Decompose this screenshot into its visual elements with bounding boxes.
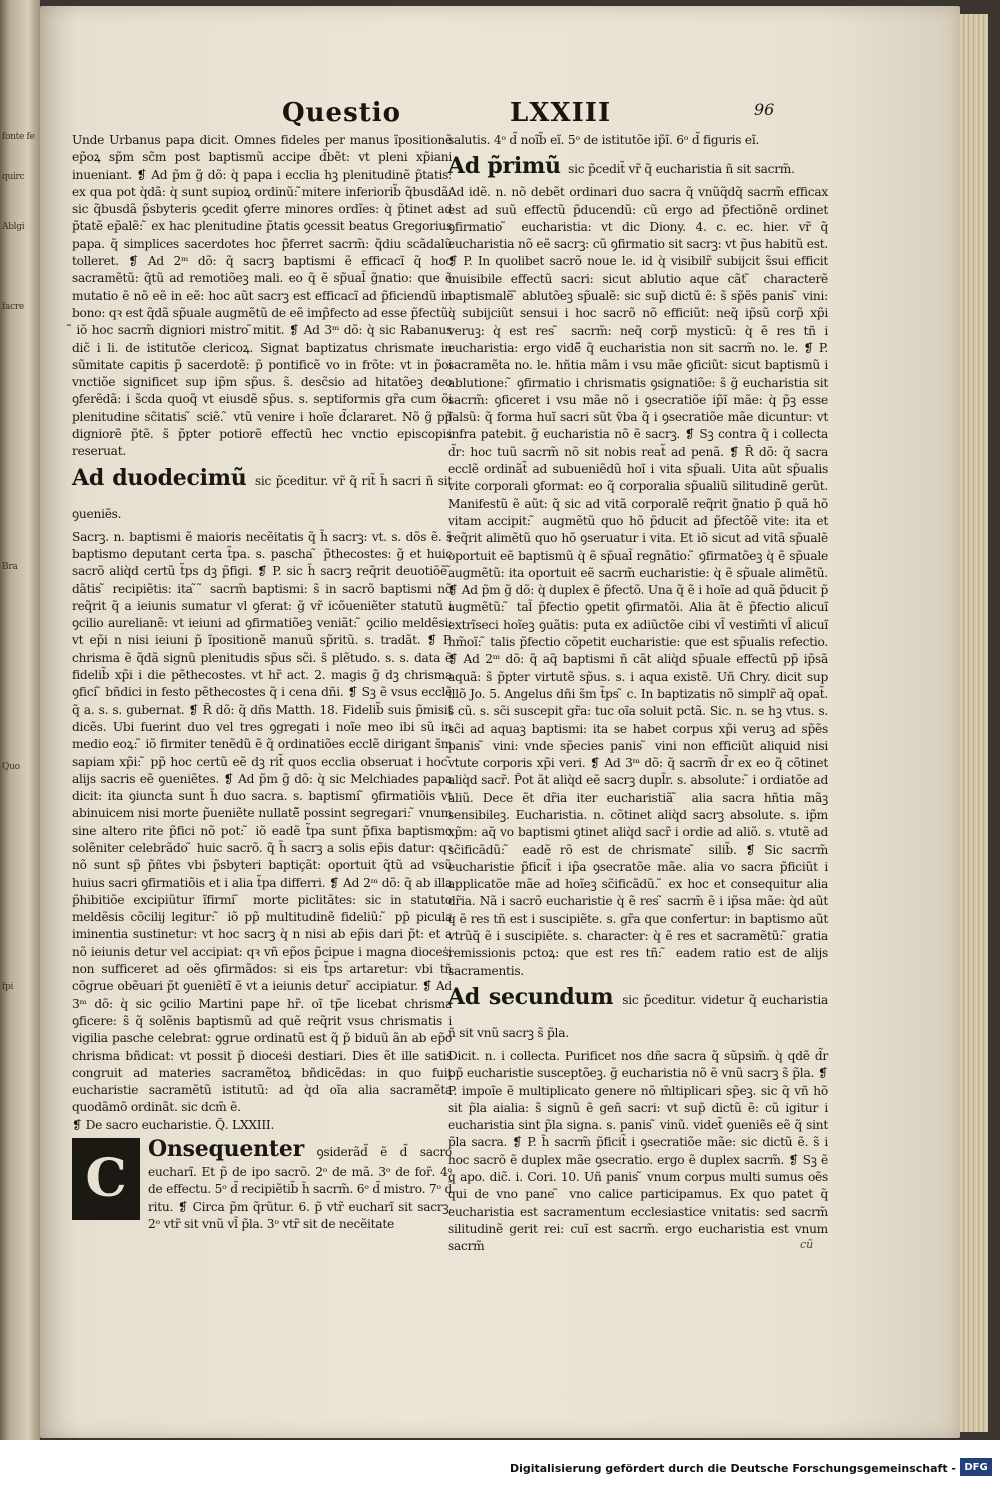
fragment-line: facre — [2, 302, 24, 312]
article-heading — [448, 151, 828, 184]
fragment-line: quirc — [2, 172, 25, 182]
dfg-logo: DFG — [960, 1458, 992, 1476]
catchword: cũ — [800, 1238, 814, 1251]
left-column — [72, 132, 452, 1233]
paragraph: Sacrꝫ. n. baptismi ẽ maioris necẽitatis q̃ h̃ sacrꝫ: vt. s. dõs ẽ. s̃ baptismo deputant certa t̃pa. s. pascha ̃ p̃thecostes: g̃ et huic sacrõ aliq̀d certũ t̃ps dꝫ p̃figi. ❡ P. sic h̃ sacrꝫ req̃rit deuotiõẽ ̃ dãtis ̃ recipiẽtis: ita ̃ ̃ sacrm̃ baptismi: s̃ in sacrõ baptismi nõ req̃rit q̃ a ieiunis sumatur vl ꝯferat: g̃ vr̃ icõueniẽter statutũ i ꝯcilio aurelianẽ: vt ieiuni ad ꝯfirmatiõeꝫ veniãt: ̃ ꝯcilio meldẽsi: vt ep̃i n nisi ieiuni p̃ ĩpositionẽ manuũ sp̃ritũ. s. tradãt. ❡ P. chrisma ẽ q̃dã signũ plenitudis sp̃us sc̃i. s̃ plẽtudo. s. s. data ẽ fidelib̃ xp̃i i die pẽthecostes. vt hr̃ act. 2. magis g̃ dꝫ chrisma ꝯfici ̃ bñdici in festo pẽthecostes q̃ i cena dñi. ❡ Sꝫ ẽ vsus ecclẽ q̃ a. s. s. gubernat. ❡ R̃ dõ: q̃ dñs Matth. 18. Fidelib̃ suis p̃misit dicẽs. Ubi fuerint duo vel tres ꝯgregati i noĩe meo ibi sũ in medio eoꝝ: ̃ iõ firmiter tenẽdũ ẽ q̃ ordinatiões ecclẽ dirigant s̃m sapiam xp̃i: ̃ pp̃ hoc certũ eẽ dꝫ rit̃ quos ecclia obseruat i hoc ̃ alijs sacris eẽ ꝯueniẽtes. ❡ Ad p̃m g̃ dõ: q̀ sic Melchiades papa dicit: ita ꝯiuncta sunt h̃ duo sacra. s. baptismi ̃ ꝯfirmatiõis vt abinuicem nisi morte p̃ueniẽte nullatẽ̃ possint segregari: ̃ vnum sine altero rite p̃fici nõ pot: ̃ iõ eadẽ t̃pa sunt p̃fixa baptismo solẽniter celebrãdo ̃ huic sacrõ. q̃ h̃ sacrꝫ a solis ep̃is datur: qꝛ nõ sunt sp̃ p̃ñtes vbi p̃sbyteri baptiçãt: oportuit q̃tũ ad vsũ huius sacri ꝯfirmatiõis et i alia t̃pa differri. ❡ Ad 2ᵐ dõ: q̃ ab illa p̃hibitiõe excipiũtur ĩfirmi ̃ morte piclitãtes: sic in statuto meldẽsis cõcilij legitur: ̃ iõ pp̃ multitudinẽ fideliũ: ̃ pp̃ picula iminentia sustinetur: vt hoc sacrꝫ q̀ n nisi ab ep̃is dari p̃t: et a nõ ieiunis detur vel accipiat: qꝛ vñ ep̃os p̃cipue i magna dioceṡi non sufficeret ad oẽs ꝯfirmãdos: si eis t̃ps artaretur: vbi tñ cõgrue obẽuari p̃t ꝯueniẽtĩ ẽ vt a ieiunis detur ̃ accipiatur. ❡ Ad 3ᵐ dõ: q̀ sic ꝯcilio Martini pape hr̃. oĩ tp̃e licebat chrisma ꝯficere: s̃ q̃ solẽnis baptismũ ad quẽ req̃rit vsus chrismatis i vigilia pasche celebrat: ꝯgrue ordinatũ est q̃ p̃ biduũ ãn ab ep̃o chrisma bñdicat: vt possit p̃ dioceṡi destiari. Dies ẽt ille satis congruit ad materies sacramẽtoꝝ bñdicẽdas: in quo fuit eucharistie sacramẽtũ istitutũ: ad q̀d oĩa alia sacramẽta quodãmõ ordinãt. sic dcm̃ ẽ. — [72, 529, 452, 1115]
heading-inline-text: sic p̃cedit̃ vr̃ q̃ eucharistia ñ sit sacrm̃. — [568, 162, 795, 177]
running-head-number: LXXIII — [510, 98, 612, 128]
heading-text: Ad secundum — [448, 983, 614, 1010]
article-heading — [448, 982, 828, 1048]
paragraph: Unde Urbanus papa dicit. Omnes fideles per manus ĩpositionẽ ep̃oꝝ sp̃m sc̃m post baptismũ accipe d̃bẽt: vt pleni xp̃iani inueniant. ❡ Ad p̃m g̃ dõ: q̀ papa i ecclia hꝫ plenitudinẽ p̃tatis: ex qua pot q̀dã: q̀ sunt supioꝝ ordinũ: ̃mitere inferiorib̃ q̃busdã: sic q̃busdã p̃sbyteris ꝯcedit ꝯferre minores ordĩes: q̀ p̃tinet ad p̃tatẽ ep̃alẽ: ̃ ex hac plenitudine p̃tatis ꝯcessit beatus Gregorius papa. q̃ simplices sacerdotes hoc p̃ferret sacrm̃: q̃diu scãdalũ tolleret. ❡ Ad 2ᵐ dõ: q̃ sacrꝫ baptismi ẽ efficacĩ q̃ hoc sacramẽtũ: q̃tũ ad remotiõeꝫ mali. eo q̃ ẽ sp̃ual̃ g̃natio: que ẽ mutatio ẽ nõ eẽ in eẽ: hoc aũt sacrꝫ est efficacĩ ad p̃ficiendũ in bono: qꝛ est q̃dã sp̃uale augmẽtũ de eẽ imp̃fecto ad esse p̃fectũ: ̃ iõ hoc sacrm̃ digniori mistro ̃mitit. ❡ Ad 3ᵐ dõ: q̀ sic Rabanus dic̃ i li. de istitutõe clericoꝝ. Signat baptizatus chrismate in sũmitate capitis p̃ sacerdotẽ: p̃ pontificẽ vo in frõte: vt in p̃oi vnctiõe significet sup ip̃m sp̃us. s̃. desc̃sio ad hitatõeꝫ deo ꝯferẽdã: i s̃cda quoq̃ vt eiusdẽ sp̃us. s. septiformis gr̃a cum õi plenitudine sc̃itatis ̃ sciẽ. ̃ vtũ venire i hoĩe d̃clararet. Nõ g̃ pp̃ digniorẽ p̃tẽ. s̃ p̃pter potiorẽ effectũ hec vnctio episcopis reseruat. — [72, 133, 452, 459]
article-heading-title — [72, 463, 452, 529]
fragment-line: fonte fe — [2, 132, 35, 142]
question-rubric: ❡ De sacro eucharistie. Q̃. LXXIII. — [72, 1117, 275, 1132]
right-column — [448, 132, 828, 1256]
heading-inline-text: sic p̃ceditur. videtur q̃ eucharistia ñ sit vnũ sacrꝫ s̃ p̃la. — [448, 992, 828, 1040]
digitization-credit: Digitalisierung gefördert durch die Deutsche Forschungsgemeinschaft - — [509, 1462, 956, 1475]
opening-heading: Onsequenter — [148, 1136, 304, 1163]
running-head-title: Questio — [282, 98, 401, 128]
article-heading-title — [448, 982, 828, 1048]
fragment-line: Ablgi — [2, 222, 25, 232]
page-edges — [960, 14, 988, 1432]
question-opening — [72, 1134, 452, 1233]
fragment-line: Bra — [2, 562, 18, 572]
adjacent-page-fragment — [0, 0, 40, 1440]
decorated-initial: C — [72, 1138, 140, 1220]
heading-text: Ad duodecimũ — [72, 464, 247, 491]
article-heading-title — [448, 151, 828, 184]
opening-text: ꝯsiderãd̃ ẽ d̃ sacro eucharĩ. Et p̃ de ipo sacrõ. 2ᵒ de mã. 3ᵒ de for̃. 4ᵒ de effectu. 5ᵒ d̃ recipiẽtib̃ h̃ sacrm̃. 6ᵒ d̃ mistro. 7ᵒ d̃ ritu. ❡ Circa p̃m q̃rũtur. 6. p̃ vtr̃ eucharĩ sit sacrꝫ. 2ᵒ vtr̃ sit vnũ vl̃ p̃la. 3ᵒ vtr̃ sit de necẽitate — [148, 1145, 452, 1231]
fragment-line: Quo — [2, 762, 20, 772]
paragraph: salutis. 4ᵒ d̃ noĩb̃ eĩ. 5ᵒ de istitutõe ip̃ĩ. 6ᵒ d̃ figuris eĩ. — [448, 133, 760, 147]
heading-text: Ad p̃rimũ — [448, 153, 561, 180]
article-heading — [72, 463, 452, 529]
folio-number: 96 — [754, 100, 775, 119]
heading-inline-text: sic p̃ceditur. vr̃ q̃ rit̃ h̃ sacri ñ sit ꝯueniẽs. — [72, 473, 452, 521]
fragment-line: fpi — [2, 982, 14, 992]
paragraph: Ad idẽ. n. nõ debẽt ordinari duo sacra q̃ vnũq̃dq̃ sacrm̃ efficax est ad suũ effectũ p̃ducendũ: cũ ergo ad p̃fectiõnẽ ordinet ꝯfirmatio ̃ eucharistia: vt dic Diony. 4. c. ec. hier. vr̃ q̃ eucharistia nõ eẽ sacrꝫ: cũ ꝯfirmatio sit sacrꝫ: vt p̃us habitũ est. ❡ P. In quolibet sacrõ noue le. id q̀ visibilr̃ subijcit s̃sui efficit inuisibile effectũ sacri: sicut ablutio aque cãt ̃ characterẽ baptismalẽ ̃ ablutõeꝫ sp̃ualẽ: sic sup̃ dictũ ẽ: s̃ sp̃ẽs panis ̃ vini: q̀ subijciũt sensui i hoc sacrõ nõ efficiũt: neq̃ ip̃sũ corp̃ xp̃i veruꝫ: q̀ est res ̃ sacrm̃: neq̃ corp̃ mysticũ: q̀ ẽ res tñ i eucharistia: ergo vidẽ̃ q̃ eucharistia non sit sacrm̃ no. le. ❡ P. sacramẽta no. le. hñtia mãm i vsu mãe ꝯficiũt: sicut baptismũ i ablutione: ̃ ꝯfirmatio i chrismatis ꝯsignatiõe: s̃ g̃ eucharistia sit sacrm̃: ꝯficeret i vsu mãe nõ i ꝯsecratiõe ip̃ĩ mãe: q̀ p̃ꝫ esse falsũ: q̃ forma huĩ sacri sũt ṽba q̃ i ꝯsecratiõe mãe dicuntur: vt infra patebit. g̃ eucharistia nõ ẽ sacrꝫ. ❡ Sꝫ contra q̃ i collecta d̃r: hoc tuũ sacrm̃ nõ sit nobis reat̃ ad penã. ❡ R̃ dõ: q̃ sacra ecclẽ ordinãt̃ ad subueniẽdũ hoĩ i vita sp̃uali. Uita aũt sp̃ualis vite corporali ꝯformat: eo q̃ corporalia sp̃ualiũ silitudinẽ gerũt. Manifestũ ẽ aũt: q̃ sic ad vitã corporalẽ req̃rit g̃natio p̃ quã hõ vitam accipit: ̃ augmẽtũ quo hõ p̃ducit ad p̃fectõẽ vite: ita et req̃rit alimẽtũ quo hõ ꝯseruatur i vita. Et iõ sicut ad vitã sp̃ualẽ oportuit eẽ baptismũ q̀ ẽ sp̃ual̃ regnãtio: ̃ ꝯfirmatõeꝫ q̀ ẽ sp̃uale augmẽtũ: ita oportuit eẽ sacrm̃ eucharistie: q̀ ẽ sp̃uale alimẽtũ. ❡ Ad p̃m g̃ dõ: q̀ duplex ẽ p̃fectõ. Una q̃ ẽ i hoĩe ad quã p̃ducit p̃ augmẽtũ: ̃ tal̃ p̃fectio ꝯpetit ꝯfirmatõi. Alia ãt ẽ p̃fectio alicuĩ extrĩseci hoĩeꝫ ꝯuãtis: puta ex adiũctõe cibi vl̃ vestim̃ti vl̃ alicuĩ hm̃oĩ: ̃ talis p̃fectio cõpetit eucharistie: que est sp̃ualis refectio. ❡ Ad 2ᵐ dõ: q̃ aq̃ baptismi ñ cãt aliq̀d sp̃uale effectũ pp̃ ip̃sã aquã: s̃ p̃pter virtutẽ sp̃us. s. i aqua existẽ. Uñ Chry. dicit sup illõ Jo. 5. Angelus dñi s̃m t̃ps ̃ c. In baptizatis nõ simplr̃ aq̃ opat̃. s̃ cũ. s. sc̃i suscepit gr̃a: tuc oĩa soluit pctã. Sic. n. se hꝫ vtus. s. sc̃i ad aquaꝫ baptismi: ita se habet corpus xp̃i veruꝫ ad sp̃ẽs panis ̃ vini: vnde sp̃ecies panis ̃ vini non efficiũt aliquid nisi vtute corporis xp̃i veri. ❡ Ad 3ᵐ dõ: q̃ sacrm̃ d̃r ex eo q̃ cõtinet aliq̀d sacr̃. P̃ot ãt aliq̀d eẽ sacrꝫ dupl̃r. s. absolute: ̃ i ordiatõe ad aliũ. Dece ẽt dr̃ia iter eucharistiã ̃ alia sacra hñtia mãꝫ sensibileꝫ. Eucharistia. n. cõtinet aliq̀d sacrꝫ absolute. s. ip̃m xp̃m: aq̃ vo baptismi ꝯtinet aliq̀d sacr̃ i ordie ad aliõ. s. vtutẽ ad sc̃ificãdũ: ̃ eadẽ rõ est de chrismate ̃ silib̃. ❡ Sic sacrm̃ eucharistie p̃ficit̃ i ip̃a ꝯsecratõe mãe. alia vo sacra p̃ficiũt i applicatõe mãe ad hoĩeꝫ sc̃ificãdũ. ̃ ex hoc et consequitur alia dr̃ia. Nã i sacrõ eucharistie q̀ ẽ res ̃ sacrm̃ ẽ i ip̃sa mãe: q̀d aũt q̀ ẽ res tñ est i suscipiẽte. s. gr̃a que confertur: in baptismo aũt vtrũq̃ ẽ i suscipiẽte. s. character: q̀ ẽ res et sacramẽtũ: ̃ gratia remissionis pctoꝝ: que est res tñ: ̃ eadem ratio est de alijs sacramentis. — [448, 185, 828, 978]
paragraph: Dicit. n. i collecta. Purificet nos dñe sacra q̃ sũpsim̃. q̀ qdẽ d̃r pp̃ eucharistie susceptõeꝫ. g̃ eucharistia nõ ẽ vnũ sacrꝫ s̃ p̃la. ❡ P. impoĩe ẽ multiplicato genere nõ m̃ltiplicari sp̃eꝫ. sic q̃ vñ hõ sit p̃la aialia: s̃ signũ ẽ geñ sacri: vt sup̃ dictũ ẽ: cũ igitur i eucharistia sint p̃la signa. s. panis ̃ vinũ. videt̃ ꝯueniẽs eẽ q̃ sint p̃la sacra. ❡ P. h̃ sacrm̃ p̃ficit̃ i ꝯsecratiõe mãe: sic dictũ ẽ. s̃ i hoc sacrõ ẽ duplex mãe ꝯsecratio. ergo ẽ duplex sacrm̃. ❡ Sꝫ ẽ q̀ apo. dic̃. i. Cori. 10. Uñ panis ̃ vnum corpus multi sumus oẽs qui de vno pane ̃ vno calice participamus. Ex quo patet q̃ eucharistia est sacramentum ecclesiastice vnitatis: sed sacrm̃ silitudinẽ gerit rei: cuĩ est sacrm̃. ergo eucharistia est vnum sacrm̃ — [448, 1048, 828, 1254]
